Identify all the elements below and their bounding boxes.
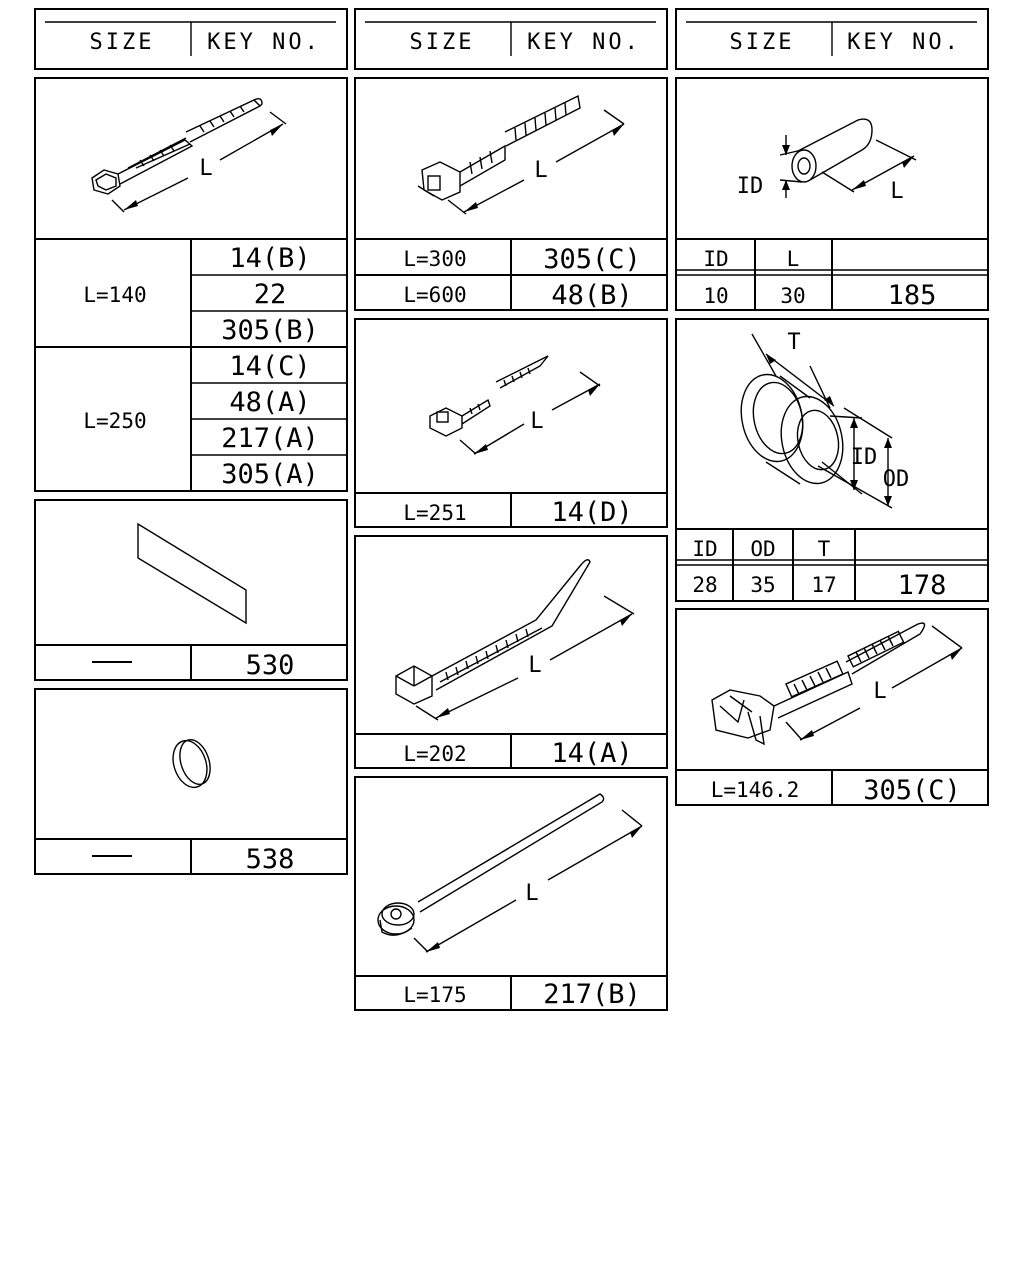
header-size-label: SIZE <box>409 30 475 55</box>
size-cell: L=300 <box>403 247 467 271</box>
clip-tie-drawing <box>712 623 962 744</box>
value-cell: 35 <box>750 573 776 597</box>
panel-cable-tie-300-600 <box>355 78 667 311</box>
panel-tube-185 <box>676 78 988 311</box>
value-cell: 30 <box>780 284 806 308</box>
value-cell: 17 <box>811 573 837 597</box>
dim-id-label: ID <box>850 445 878 470</box>
key-cell: 48(A) <box>229 387 311 418</box>
dim-length-label: L <box>534 158 548 183</box>
cable-tie-drawing <box>430 356 600 454</box>
panel-cable-tie-175 <box>355 777 667 1010</box>
size-cell: L=202 <box>403 742 467 766</box>
header-key-label: KEY NO. <box>527 30 641 55</box>
key-cell: 14(B) <box>229 243 311 274</box>
header-col-1 <box>35 9 347 69</box>
key-cell: 14(D) <box>551 497 633 528</box>
sheet-drawing <box>138 524 246 623</box>
dim-length-label: L <box>525 881 539 906</box>
dim-length-label: L <box>199 156 213 181</box>
value-cell: 10 <box>703 284 729 308</box>
key-cell: 305(B) <box>221 315 319 346</box>
panel-cable-tie-251 <box>355 319 667 528</box>
header-size-label: SIZE <box>89 30 155 55</box>
panel-cable-tie-140-250 <box>35 78 347 491</box>
key-cell: 14(C) <box>229 351 311 382</box>
value-cell: 28 <box>692 573 718 597</box>
header-col-3 <box>676 9 988 69</box>
key-cell: 530 <box>245 650 295 681</box>
dim-length-label: L <box>890 179 904 204</box>
size-cell: L=140 <box>83 283 147 307</box>
column-header: OD <box>750 537 776 561</box>
size-cell: L=600 <box>403 283 467 307</box>
key-cell: 185 <box>887 280 937 311</box>
size-cell: L=251 <box>403 501 467 525</box>
size-cell: L=175 <box>403 983 467 1007</box>
key-cell: 48(B) <box>551 280 633 311</box>
key-cell: 305(C) <box>543 244 641 275</box>
dim-thickness-label: T <box>787 330 801 355</box>
dim-length-label: L <box>528 653 542 678</box>
dim-length-label: L <box>530 409 544 434</box>
panel-cable-tie-202 <box>355 536 667 769</box>
column-header: ID <box>692 537 718 561</box>
header-key-label: KEY NO. <box>207 30 321 55</box>
cable-tie-drawing <box>396 560 634 720</box>
panel-sheet-530 <box>35 500 347 681</box>
panel-disc-538 <box>35 689 347 875</box>
key-cell: 217(B) <box>543 979 641 1010</box>
column-header: T <box>817 537 831 561</box>
column-header: L <box>786 247 800 271</box>
tube-drawing <box>737 119 916 204</box>
cable-tie-drawing <box>92 99 286 212</box>
header-col-2 <box>355 9 667 69</box>
key-cell: 22 <box>253 279 287 310</box>
dim-od-label: OD <box>882 467 910 492</box>
key-cell: 538 <box>245 844 295 875</box>
header-key-label: KEY NO. <box>847 30 961 55</box>
dim-length-label: L <box>873 679 887 704</box>
size-cell: L=146.2 <box>710 778 800 802</box>
panel-clip-tie-146 <box>676 609 988 806</box>
header-size-label: SIZE <box>729 30 795 55</box>
disc-drawing <box>167 736 215 792</box>
cable-tie-drawing <box>378 794 642 952</box>
size-cell: L=250 <box>83 409 147 433</box>
key-cell: 305(A) <box>221 459 319 490</box>
key-cell: 14(A) <box>551 738 633 769</box>
cable-tie-drawing <box>418 96 624 214</box>
key-cell: 178 <box>897 570 947 601</box>
key-cell: 305(C) <box>863 775 961 806</box>
dim-id-label: ID <box>736 174 764 199</box>
key-cell: 217(A) <box>221 423 319 454</box>
grommet-drawing <box>734 330 910 508</box>
column-header: ID <box>703 247 729 271</box>
panel-grommet-178 <box>676 319 988 601</box>
